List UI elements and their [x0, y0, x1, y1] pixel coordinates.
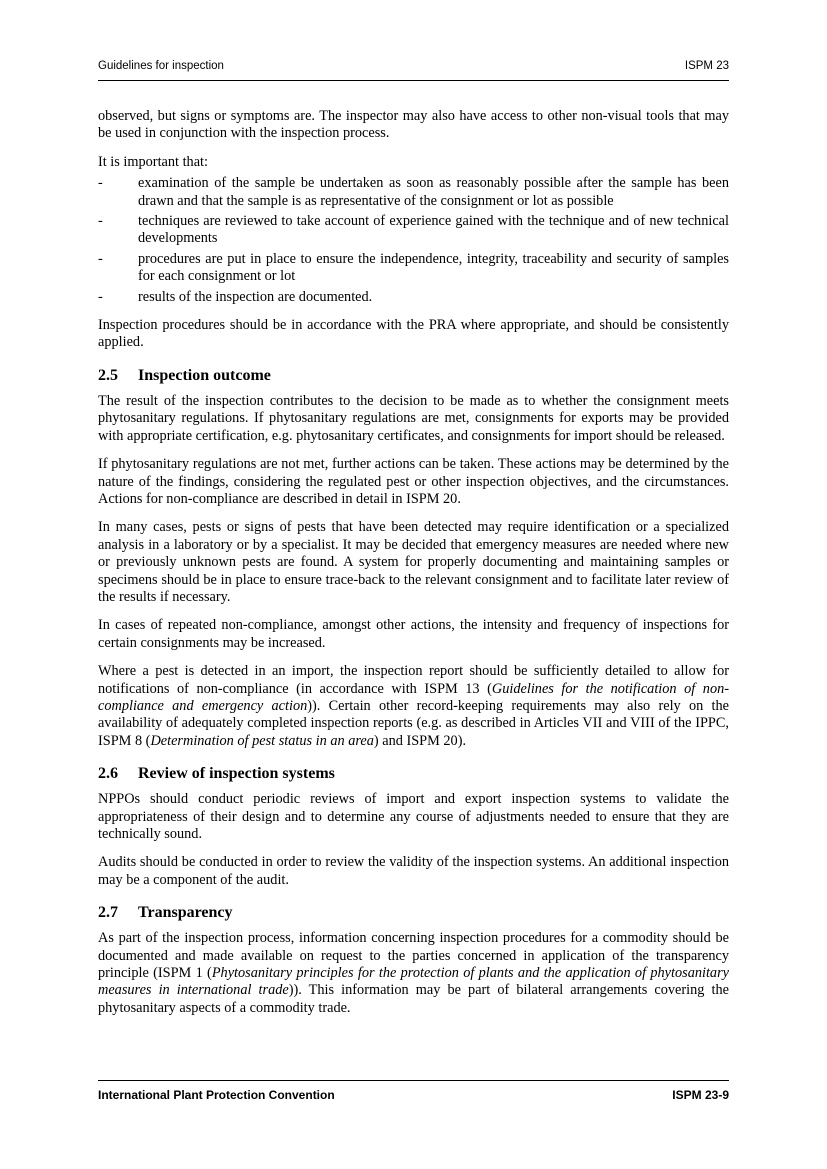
section-number: 2.5 — [98, 366, 118, 384]
paragraph: If phytosanitary regulations are not met, further actions can be taken. These actions may be determined by the nature of the findings, considering the regulated pest or other inspection objectives, and the circumstances. Actions for non-compliance are described in detail in ISPM 20. — [98, 456, 729, 507]
footer-organization: International Plant Protection Convention — [98, 1088, 335, 1102]
section-title: Inspection outcome — [138, 366, 271, 384]
paragraph-procedures: Inspection procedures should be in accordance with the PRA where appropriate, and should be consistently applied. — [98, 317, 729, 351]
citation-title: Determination of pest status in an area — [150, 732, 374, 749]
list-item-text: techniques are reviewed to take account of experience gained with the technique and of new technical developments — [138, 213, 729, 247]
text-run: ) and ISPM 20). — [373, 732, 467, 749]
list-item — [98, 289, 729, 306]
paragraph — [98, 930, 729, 1017]
section-heading-2-5 — [98, 366, 729, 385]
list-item-text: results of the inspection are documented. — [138, 288, 373, 305]
page-header — [98, 58, 729, 81]
paragraph: NPPOs should conduct periodic reviews of import and export inspection systems to validate the appropriateness of their design and to determine any course of adjustments needed to ensure that they are technically sound. — [98, 791, 729, 842]
page-number: ISPM 23-9 — [672, 1088, 729, 1102]
text-run: Where a pest is detected in an import, the inspection report should be sufficiently detailed to allow for notifications of non-compliance (in accordance with ISPM 13 ( — [98, 663, 729, 697]
bullet-dash: - — [98, 175, 103, 192]
bullet-list — [98, 175, 729, 306]
text-run: )). Certain other record-keeping requirements may also rely on the availability of adequately completed inspection reports (e.g. as described in Articles VII and VIII of the IPPC, ISPM 8 ( — [98, 697, 729, 749]
citation-title: Phytosanitary principles for the protection of plants and the application of phytosanitary measures in international trade — [98, 965, 729, 999]
list-item — [98, 175, 729, 210]
header-title: Guidelines for inspection — [98, 60, 224, 72]
bullet-dash: - — [98, 213, 103, 230]
section-heading-2-6 — [98, 764, 729, 783]
paragraph: Audits should be conducted in order to review the validity of the inspection systems. An additional inspection may be a component of the audit. — [98, 854, 729, 888]
paragraph: In cases of repeated non-compliance, amongst other actions, the intensity and frequency of inspections for certain consignments may be increased. — [98, 617, 729, 651]
list-item — [98, 251, 729, 286]
citation-title: Guidelines for the notification of non-compliance and emergency action — [98, 680, 729, 714]
text-run: )). This information may be part of bilateral arrangements covering the phytosanitary aspects of a commodity trade. — [98, 982, 729, 1016]
paragraph — [98, 663, 729, 750]
bullet-dash: - — [98, 288, 103, 305]
section-number: 2.7 — [98, 904, 118, 922]
paragraph: In many cases, pests or signs of pests that have been detected may require identification or a specialized analysis in a laboratory or by a specialist. It may be decided that emergency measures are needed where new or previously unknown pests are found. A system for properly documenting and maintaining samples or specimens should be in place to ensure trace-back to the relevant consignment and to facilitate later review of the results if necessary. — [98, 519, 729, 605]
text-run: As part of the inspection process, information concerning inspection procedures for a commodity should be documented and made available on request to the parties concerned in application of the transparency principle (ISPM 1 ( — [98, 930, 729, 982]
bullet-dash: - — [98, 250, 103, 267]
section-title: Review of inspection systems — [138, 765, 335, 783]
page-footer — [98, 1080, 729, 1105]
list-item-text: examination of the sample be undertaken as soon as reasonably possible after the sample has been drawn and that the sample is as representative of the consignment or lot as possible — [138, 175, 729, 209]
paragraph: The result of the inspection contributes to the decision to be made as to whether the consignment meets phytosanitary regulations. If phytosanitary regulations are met, consignments for exports may be provided with appropriate certification, e.g. phytosanitary certificates, and consignments for import should be released. — [98, 392, 729, 444]
section-title: Transparency — [138, 904, 233, 922]
paragraph-important: It is important that: — [98, 153, 208, 170]
list-item — [98, 213, 729, 248]
section-heading-2-7 — [98, 903, 729, 922]
paragraph-intro: observed, but signs or symptoms are. The inspector may also have access to other non-visual tools that may be used in conjunction with the inspection process. — [98, 108, 729, 142]
page-body — [98, 108, 729, 1028]
section-number: 2.6 — [98, 765, 118, 783]
list-item-text: procedures are put in place to ensure the independence, integrity, traceability and security of samples for each consignment or lot — [138, 250, 729, 285]
header-standard: ISPM 23 — [684, 60, 729, 72]
